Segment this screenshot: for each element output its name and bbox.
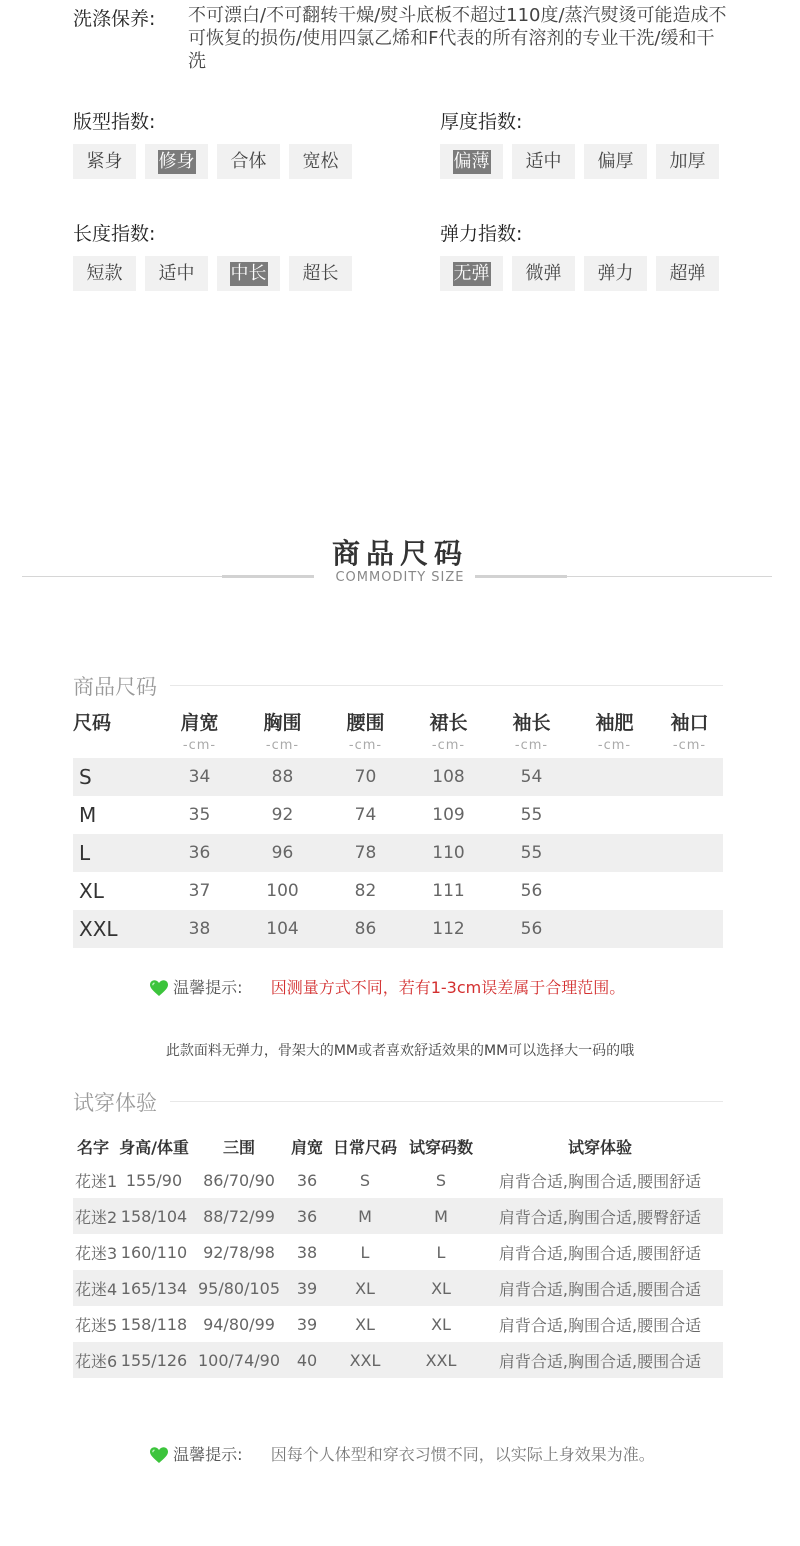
tip-1 (150, 975, 625, 998)
fit-cell: 160/110 (120, 1242, 188, 1262)
fit-table-body (73, 1162, 723, 1378)
fit-cell: 肩背合适,胸围合适,腰围合适 (498, 1351, 702, 1371)
tip-1-label: 温馨提示: (173, 978, 243, 997)
size-value: 111 (432, 881, 465, 901)
index-chip-label: 超长 (302, 262, 339, 284)
table-row (73, 834, 723, 872)
tip-1-text: 因测量方式不同，若有1-3cm误差属于合理范围。 (270, 978, 626, 997)
fit-cell: 38 (296, 1242, 318, 1262)
fit-section-title: 试穿体验 (73, 1091, 157, 1115)
fit-cell: 肩背合适,胸围合适,腰围合适 (498, 1279, 702, 1299)
care-text: 不可漂白/不可翻转干燥/熨斗底板不超过110度/蒸汽熨烫可能造成不可恢复的损伤/使用四氯乙烯和F代表的所有溶剂的专业干洗/缓和干洗 (188, 5, 727, 72)
fit-cell: S (359, 1170, 371, 1190)
length-index-title: 长度指数: (73, 223, 156, 245)
index-chip (289, 144, 352, 179)
fit-cell: 39 (296, 1314, 318, 1334)
fit-header-cell: 肩宽 (290, 1137, 323, 1157)
fit-cell: 肩背合适,胸围合适,腰围合适 (498, 1315, 702, 1335)
size-value: 56 (520, 919, 543, 939)
index-chip (217, 144, 280, 179)
fit-cell: 肩背合适,胸围合适,腰臀舒适 (498, 1207, 702, 1227)
elasticity-index-title: 弹力指数: (440, 223, 523, 245)
fit-cell: 155/126 (120, 1350, 188, 1370)
index-chip-label: 微弹 (525, 262, 562, 284)
fit-section-divider (170, 1101, 723, 1102)
size-value: 78 (354, 843, 377, 863)
size-value: 82 (354, 881, 377, 901)
fit-cell: 88/72/99 (203, 1206, 275, 1226)
table-row (73, 796, 723, 834)
fit-cell: S (435, 1170, 447, 1190)
fit-cell: XL (431, 1278, 451, 1298)
index-chip (656, 144, 719, 179)
fit-cell: XXL (349, 1350, 381, 1370)
fit-cell: 39 (296, 1278, 318, 1298)
fit-cell: XL (431, 1314, 451, 1334)
green-heart-icon (150, 1447, 168, 1464)
size-value: 108 (432, 767, 465, 787)
fit-cell: 100/74/90 (197, 1350, 281, 1370)
fit-cell: 36 (296, 1206, 318, 1226)
size-label: XXL (79, 917, 118, 941)
fit-cell: 花迷5 (75, 1315, 118, 1335)
size-header-cell: 肩宽 (180, 712, 219, 734)
fit-header-cell: 三围 (222, 1137, 255, 1157)
size-table-header (73, 708, 723, 738)
table-row (73, 758, 723, 796)
table-row (73, 1270, 723, 1306)
index-chip-label: 紧身 (86, 150, 123, 172)
care-label: 洗涤保养: (73, 8, 156, 30)
fit-cell: 花迷6 (75, 1351, 118, 1371)
index-chip (440, 256, 503, 291)
size-header-cell: 袖长 (512, 712, 551, 734)
fit-cell: XL (355, 1278, 375, 1298)
index-chip-label: 适中 (525, 150, 562, 172)
green-heart-icon (150, 980, 168, 997)
index-chip (656, 256, 719, 291)
fit-header-cell: 试穿体验 (567, 1137, 632, 1157)
fit-cell: 花迷3 (75, 1243, 118, 1263)
fit-cell: 158/118 (120, 1314, 188, 1334)
size-value: 88 (271, 767, 294, 787)
fit-header-cell: 身高/体重 (119, 1137, 189, 1157)
index-chip-label: 超弹 (669, 262, 706, 284)
fit-cell: 86/70/90 (203, 1170, 275, 1190)
size-label: XL (79, 879, 104, 903)
index-chip-label: 偏薄 (453, 150, 490, 172)
table-row (73, 1234, 723, 1270)
size-value: 55 (520, 843, 543, 863)
length-index-chips (73, 256, 352, 291)
tip-2-text: 因每个人体型和穿衣习惯不同，以实际上身效果为准。 (270, 1445, 655, 1464)
size-value: 54 (520, 767, 543, 787)
size-header-cell: 尺码 (73, 712, 112, 734)
size-value: 37 (188, 881, 211, 901)
index-chip-label: 偏厚 (597, 150, 634, 172)
index-chip (584, 256, 647, 291)
fabric-note: 此款面料无弹力，骨架大的MM或者喜欢舒适效果的MM可以选择大一码的哦 (165, 1043, 635, 1059)
fit-header-cell: 试穿码数 (408, 1137, 473, 1157)
size-value: 100 (266, 881, 299, 901)
index-chip-label: 宽松 (302, 150, 339, 172)
size-label: S (79, 765, 92, 789)
fit-header-cell: 日常尺码 (332, 1137, 397, 1157)
fit-table-header (73, 1130, 723, 1162)
size-value: 110 (432, 843, 465, 863)
thickness-index-title: 厚度指数: (440, 111, 523, 133)
fit-cell: 95/80/105 (197, 1278, 281, 1298)
fit-cell: XXL (425, 1350, 457, 1370)
size-table-body (73, 758, 723, 948)
fit-cell: 花迷2 (75, 1207, 118, 1227)
table-row (73, 910, 723, 948)
size-table (73, 708, 723, 948)
index-chip (145, 144, 208, 179)
fit-index-title: 版型指数: (73, 111, 156, 133)
fit-cell: M (434, 1206, 448, 1226)
index-chip (512, 256, 575, 291)
tip-2 (150, 1442, 655, 1465)
index-chip (217, 256, 280, 291)
section-title-cn: 商品尺码 (331, 537, 468, 570)
size-header-cell: 裙长 (429, 712, 468, 734)
fit-cell: M (358, 1206, 372, 1226)
size-value: 112 (432, 919, 465, 939)
fit-cell: 165/134 (120, 1278, 188, 1298)
fit-table (73, 1130, 723, 1378)
fit-cell: 肩背合适,胸围合适,腰围舒适 (498, 1171, 702, 1191)
unit-label: -cm- (265, 738, 300, 753)
size-header-cell: 胸围 (263, 712, 302, 734)
index-chip-label: 适中 (158, 262, 195, 284)
index-chip-label: 无弹 (453, 262, 490, 284)
size-value: 70 (354, 767, 377, 787)
section-title-en: COMMODITY SIZE (335, 570, 465, 585)
fit-header-cell: 名字 (77, 1137, 110, 1157)
index-chip-label: 短款 (86, 262, 123, 284)
size-value: 96 (271, 843, 294, 863)
fit-cell: 92/78/98 (203, 1242, 275, 1262)
elasticity-index-chips (440, 256, 719, 291)
fit-cell: 36 (296, 1170, 318, 1190)
index-chip (73, 256, 136, 291)
unit-label: -cm- (348, 738, 383, 753)
index-chip-label: 弹力 (597, 262, 634, 284)
index-chip-label: 合体 (230, 150, 267, 172)
unit-label: -cm- (431, 738, 466, 753)
unit-label: -cm- (182, 738, 217, 753)
thickness-index-chips (440, 144, 719, 179)
size-value: 38 (188, 919, 211, 939)
unit-label: -cm- (597, 738, 632, 753)
index-chip (512, 144, 575, 179)
size-value: 55 (520, 805, 543, 825)
size-header-cell: 袖口 (670, 712, 709, 734)
unit-label: -cm- (672, 738, 707, 753)
size-value: 104 (266, 919, 299, 939)
size-value: 92 (271, 805, 294, 825)
table-row (73, 1306, 723, 1342)
size-value: 56 (520, 881, 543, 901)
fit-cell: 158/104 (120, 1206, 188, 1226)
size-value: 86 (354, 919, 377, 939)
fit-index-chips (73, 144, 352, 179)
fit-cell: XL (355, 1314, 375, 1334)
size-section-title: 商品尺码 (73, 675, 157, 699)
table-row (73, 872, 723, 910)
size-value: 36 (188, 843, 211, 863)
fit-cell: 花迷4 (75, 1279, 118, 1299)
size-header-cell: 腰围 (346, 712, 385, 734)
unit-label: -cm- (514, 738, 549, 753)
index-chip-label: 修身 (158, 150, 195, 172)
index-chip-label: 中长 (230, 262, 267, 284)
index-chip (73, 144, 136, 179)
size-value: 34 (188, 767, 211, 787)
fit-cell: 40 (296, 1350, 318, 1370)
fit-cell: 94/80/99 (203, 1314, 275, 1334)
size-value: 109 (432, 805, 465, 825)
fit-cell: 花迷1 (75, 1171, 118, 1191)
size-header-cell: 袖肥 (595, 712, 634, 734)
fit-cell: L (360, 1242, 370, 1262)
index-chip (584, 144, 647, 179)
unit-spacer (73, 738, 158, 758)
table-row (73, 1162, 723, 1198)
fit-cell: 155/90 (125, 1170, 183, 1190)
fit-cell: 肩背合适,胸围合适,腰围舒适 (498, 1243, 702, 1263)
tip-2-label: 温馨提示: (173, 1445, 243, 1464)
index-chip (289, 256, 352, 291)
size-value: 74 (354, 805, 377, 825)
size-label: L (79, 841, 91, 865)
size-label: M (79, 803, 97, 827)
size-table-units (73, 738, 723, 758)
index-chip-label: 加厚 (669, 150, 706, 172)
table-row (73, 1342, 723, 1378)
fit-cell: L (436, 1242, 446, 1262)
table-row (73, 1198, 723, 1234)
index-chip (440, 144, 503, 179)
size-section-divider (170, 685, 723, 686)
index-chip (145, 256, 208, 291)
size-value: 35 (188, 805, 211, 825)
